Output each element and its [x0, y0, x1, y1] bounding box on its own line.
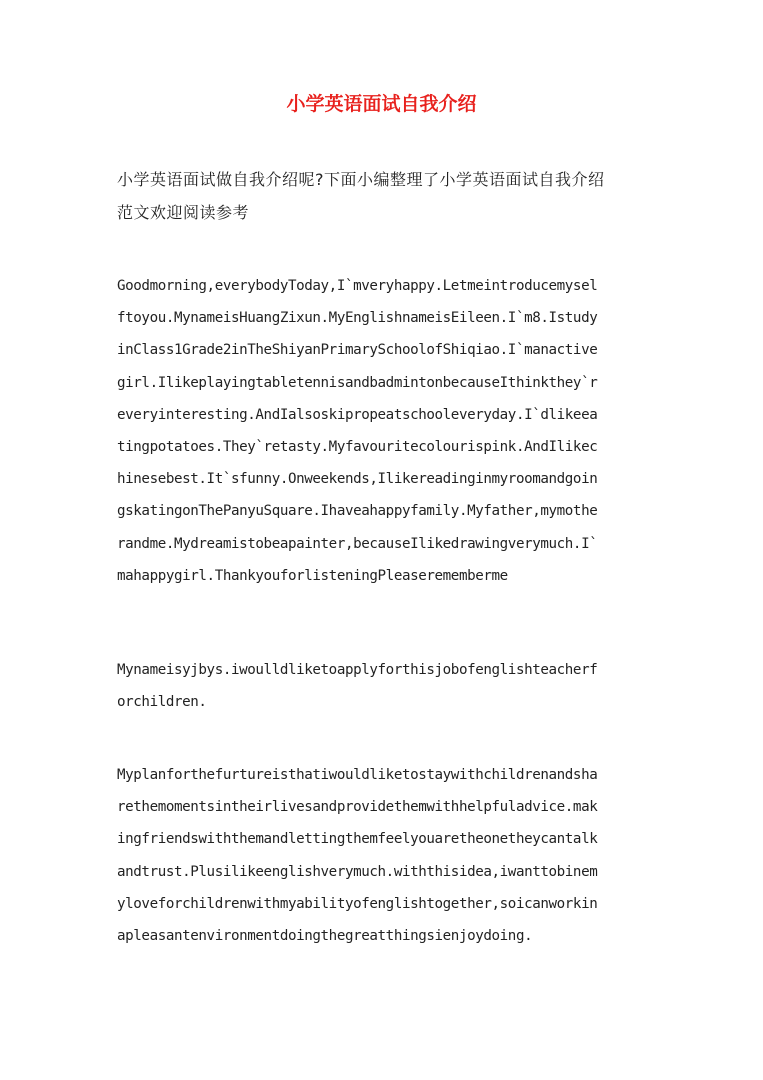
- paragraph-line: tingpotatoes.They`retasty.Myfavouritecolourispink.AndIlikec: [117, 439, 598, 456]
- paragraph-line: ingfriendswiththemandlettingthemfeelyouaretheonetheycantalk: [117, 831, 598, 848]
- paragraph-line: Myplanforthefurtureisthatiwouldliketostaywithchildrenandsha: [117, 767, 598, 783]
- paragraph-self-introduction: [117, 270, 647, 592]
- paragraph-application: [117, 654, 647, 718]
- paragraph-line: everyinteresting.AndIalsoskipropeatschooleveryday.I`dlikeea: [117, 406, 598, 423]
- intro-line: 小学英语面试做自我介绍呢?下面小编整理了小学英语面试自我介绍: [117, 170, 605, 189]
- paragraph-line: mahappygirl.ThankyouforlisteningPleaserememberme: [117, 567, 508, 584]
- paragraph-line: orchildren.: [117, 694, 207, 711]
- paragraph-line: hinesebest.It`sfunny.Onweekends,Ilikereadinginmyroomandgoin: [117, 471, 598, 488]
- paragraph-line: randme.Mydreamistobeapainter,becauseIlikedrawingverymuch.I`: [117, 535, 598, 552]
- paragraph-line: gskatingonThePanyuSquare.Ihaveahappyfamily.Myfather,mymothe: [117, 503, 598, 520]
- paragraph-line: apleasantenvironmentdoingthegreatthingsienjoydoing.: [117, 928, 533, 945]
- paragraph-line: Goodmorning,everybodyToday,I`mveryhappy.Letmeintroducemysel: [117, 278, 598, 294]
- paragraph-line: rethemomentsintheirlivesandprovidethemwithhelpfuladvice.mak: [117, 799, 598, 816]
- document-title: 小学英语面试自我介绍: [286, 93, 477, 115]
- intro-line: 范文欢迎阅读参考: [117, 203, 250, 222]
- paragraph-line: inClass1Grade2inTheShiyanPrimarySchoolofShiqiao.I`manactive: [117, 342, 598, 359]
- paragraph-line: girl.IlikeplayingtabletennisandbadmintonbecauseIthinkthey`r: [117, 374, 598, 391]
- paragraph-line: andtrust.Plusilikeenglishverymuch.withthisidea,iwanttobinem: [117, 863, 598, 880]
- paragraph-line: ftoyou.MynameisHuangZixun.MyEnglishnameisEileen.I`m8.Istudy: [117, 310, 598, 327]
- paragraph-future-plan: [117, 759, 647, 952]
- paragraph-line: yloveforchildrenwithmyabilityofenglishtogether,soicanworkin: [117, 895, 598, 912]
- intro-paragraph: [117, 163, 647, 229]
- paragraph-line: Mynameisyjbys.iwoulldliketoapplyforthisjobofenglishteacherf: [117, 662, 598, 678]
